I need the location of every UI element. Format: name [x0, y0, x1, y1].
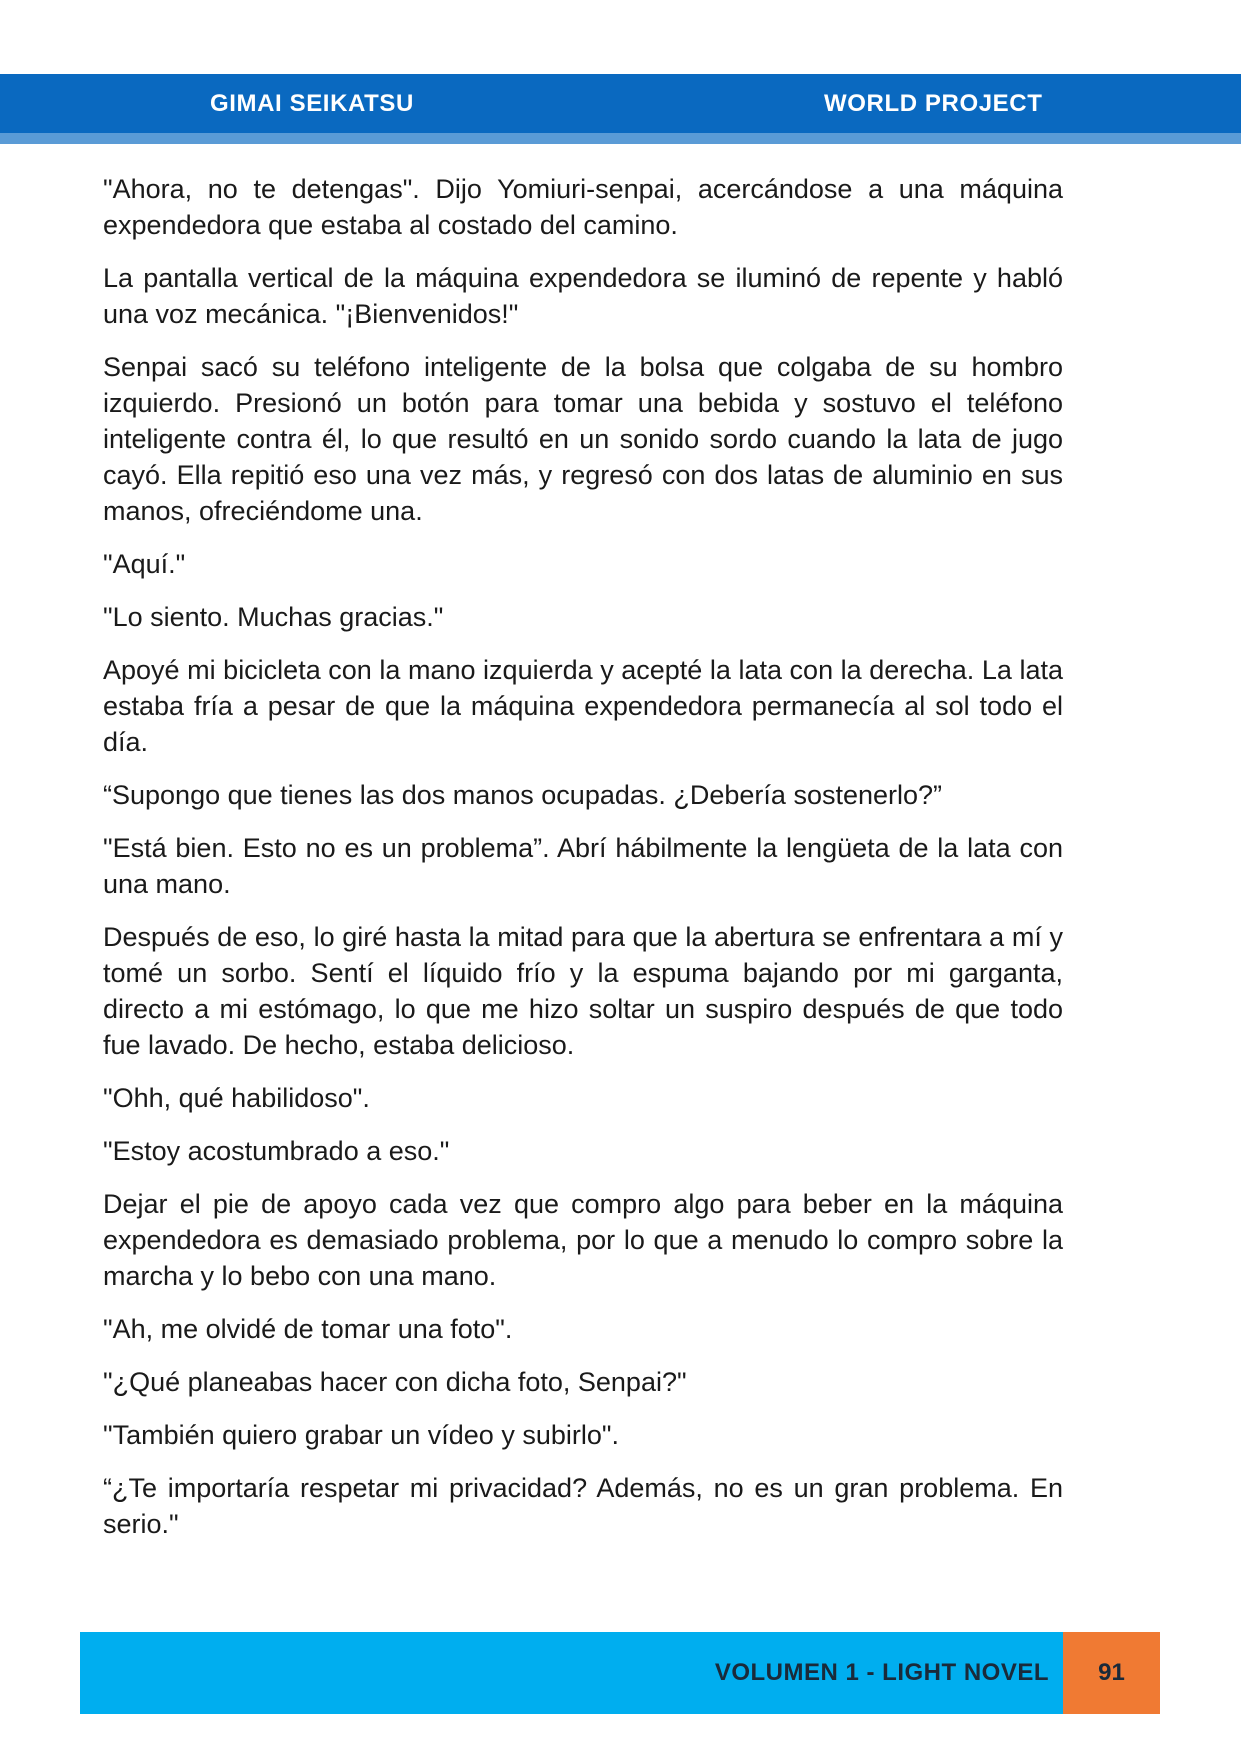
footer-volume-label: VOLUMEN 1 - LIGHT NOVEL	[714, 1659, 1049, 1686]
paragraph: "También quiero grabar un vídeo y subirlo".	[103, 1420, 619, 1450]
page-number: 91	[1063, 1632, 1160, 1714]
paragraph: Después de eso, lo giré hasta la mitad para que la abertura se enfrentara a mí y tomé un sorbo. Sentí el líquido frío y la espuma bajando por mi garganta, directo a mi estómago, lo que me hizo soltar un suspiro después de que todo fue lavado. De hecho, estaba delicioso.	[103, 922, 1063, 1060]
paragraph: Senpai sacó su teléfono inteligente de la bolsa que colgaba de su hombro izquierdo. Presionó un botón para tomar una bebida y sostuvo el teléfono inteligente contra él, lo que resultó en un sonido sordo cuando la lata de jugo cayó. Ella repitió eso una vez más, y regresó con dos latas de aluminio en sus manos, ofreciéndome una.	[103, 352, 1063, 526]
paragraph: La pantalla vertical de la máquina expendedora se iluminó de repente y habló una voz mecánica. "¡Bienvenidos!"	[103, 263, 1063, 329]
paragraph: "¿Qué planeabas hacer con dicha foto, Senpai?"	[103, 1367, 687, 1397]
paragraph: "Estoy acostumbrado a eso."	[103, 1136, 450, 1166]
header-bar	[0, 74, 1241, 133]
paragraph: "Ahora, no te detengas". Dijo Yomiuri-senpai, acercándose a una máquina expendedora que estaba al costado del camino.	[103, 174, 1063, 240]
page-body	[103, 171, 1063, 1559]
header-series-title: GIMAI SEIKATSU	[210, 90, 414, 117]
paragraph: "Ohh, qué habilidoso".	[103, 1083, 370, 1113]
paragraph: "Aquí."	[103, 549, 186, 579]
paragraph: Dejar el pie de apoyo cada vez que compro algo para beber en la máquina expendedora es demasiado problema, por lo que a menudo lo compro sobre la marcha y lo bebo con una mano.	[103, 1189, 1063, 1291]
paragraph: “¿Te importaría respetar mi privacidad? Además, no es un gran problema. En serio."	[103, 1473, 1063, 1539]
header-stripe	[0, 133, 1241, 144]
paragraph: "Lo siento. Muchas gracias."	[103, 602, 444, 632]
paragraph: Apoyé mi bicicleta con la mano izquierda y acepté la lata con la derecha. La lata estaba fría a pesar de que la máquina expendedora permanecía al sol todo el día.	[103, 655, 1063, 757]
header-publisher-title: WORLD PROJECT	[824, 90, 1043, 117]
footer-bar	[80, 1632, 1063, 1714]
paragraph: "Está bien. Esto no es un problema”. Abrí hábilmente la lengüeta de la lata con una mano.	[103, 833, 1063, 899]
paragraph: “Supongo que tienes las dos manos ocupadas. ¿Debería sostenerlo?”	[103, 780, 943, 810]
paragraph: "Ah, me olvidé de tomar una foto".	[103, 1314, 513, 1344]
